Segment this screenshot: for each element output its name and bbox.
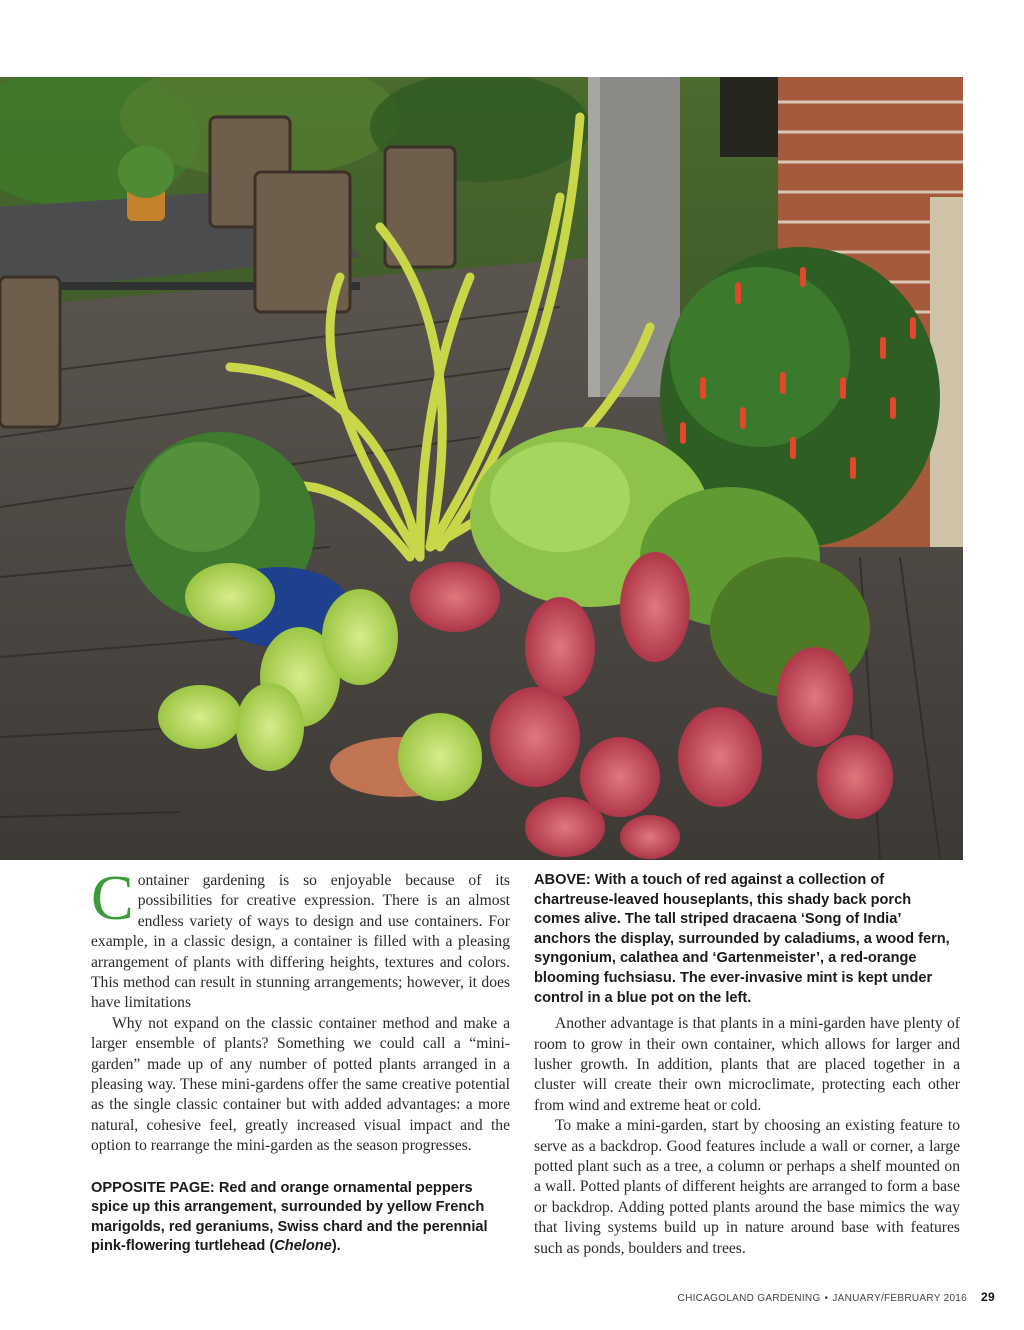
article-column-right — [534, 871, 960, 1259]
article-column-left — [91, 862, 510, 1257]
porch-garden-photo — [0, 77, 963, 860]
page-footer — [600, 1290, 995, 1304]
page-number: 29 — [981, 1290, 995, 1304]
article-paragraph-3: Another advantage is that plants in a mini-garden have plenty of room to grow in their own container, which allows for larger and lusher growth. In addition, plants that are placed together in a cluster will create their own microclimate, protecting each other from wind and extreme heat or cold. — [534, 1015, 960, 1114]
caption-opposite-lead: OPPOSITE PAGE: Red and orange ornamental peppers spice up this arrangement, surrounded by yellow French marigolds, red geraniums, Swiss chard and the perennial pink-flowering turtlehead ( — [91, 1179, 488, 1255]
caption-above: ABOVE: With a touch of red against a collection of chartreuse-leaved houseplants, this shady back porch comes alive. The tall striped dracaena ‘Song of India’ anchors the display, surrounded by caladiums, a wood fern, syngonium, calathea and ‘Gartenmeister’, a red-orange blooming fuchsiasu. The ever-invasive mint is kept under control in a blue pot on the left. — [534, 872, 950, 1006]
article-paragraph-2: Why not expand on the classic container method and make a larger ensemble of plants? Something we could call a “mini-garden” made up of any number of potted plants arranged in a pleasing way. These mini-gardens offer the same creative potential as the single classic container but with added advantages: a more natural, cohesive feel, greatly increased visual impact and the option to rearrange the mini-garden as the season progresses. — [91, 1014, 510, 1155]
footer-issue: JANUARY/FEBRUARY 2016 — [832, 1293, 968, 1304]
caption-opposite-page — [91, 1179, 510, 1257]
footer-separator: • — [824, 1293, 829, 1304]
footer-magazine: CHICAGOLAND GARDENING — [677, 1293, 821, 1304]
paragraph-1-text: ontainer gardening is so enjoyable because of its possibilities for creative expression. There is an almost endless variety of ways to design and use containers. For example, in a classic design, a container is filled with a pleasing arrangement of plants with differing heights, textures and colors. This method can result in stunning arrangements; however, it does have limitations — [91, 872, 510, 1012]
photo-illustration — [0, 77, 963, 860]
caption-opposite-tail: ). — [331, 1238, 341, 1255]
article-paragraph-4: To make a mini-garden, start by choosing an existing feature to serve as a backdrop. Good features include a wall or corner, a large potted plant such as a tree, a column or perhaps a shelf mounted on a wall. Potted plants of different heights are arranged to form a base or backdrop. Adding potted plants around the base mimics the way that living systems build up in nature around base with features such as ponds, boulders and trees. — [534, 1117, 960, 1257]
drop-cap: C — [91, 862, 134, 933]
caption-opposite-italic: Chelone — [274, 1238, 332, 1255]
article-paragraph-1 — [91, 862, 510, 1014]
